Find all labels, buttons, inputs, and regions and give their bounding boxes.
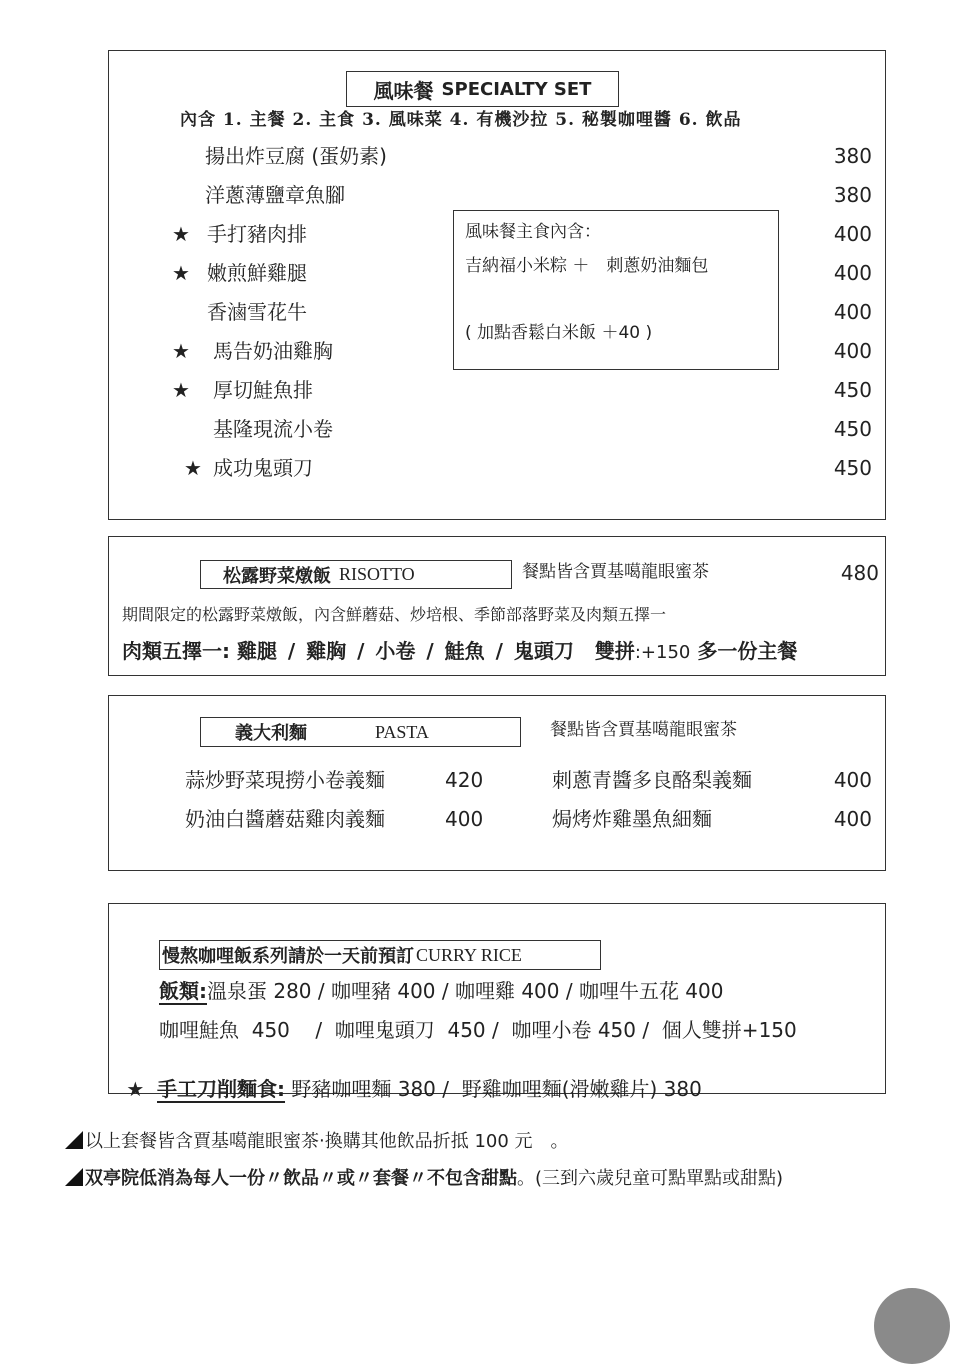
curry-rice-line2: 咖哩鮭魚 450 / 咖哩鬼頭刀 450 / 咖哩小卷 450 / 個人雙拼+150 (159, 1018, 797, 1042)
pasta-title-zh: 義大利麵 (235, 723, 307, 744)
curry-noodle-line: 野豬咖哩麵 380 / 野雞咖哩麵(滑嫩雞片) 380 (285, 1077, 702, 1101)
star-icon: ★ (172, 339, 190, 363)
footer-line2-bold: 双亭院低消為每人一份〃飲品〃或〃套餐〃不包含甜點 (85, 1168, 517, 1189)
specialty-includes: 內含 1. 主餐 2. 主食 3. 風味菜 4. 有機沙拉 5. 秘製咖哩醬 6. 飲品 (180, 110, 742, 130)
menu-item-name: 嫩煎鮮雞腿 (207, 261, 307, 285)
star-icon: ★ (172, 378, 190, 402)
curry-title-en: CURRY RICE (416, 944, 522, 965)
curry-rice-line1: 溫泉蛋 280 / 咖哩豬 400 / 咖哩雞 400 / 咖哩牛五花 400 (207, 979, 724, 1003)
pasta-title-en: PASTA (375, 721, 429, 742)
pasta-item-price: 400 (445, 807, 484, 831)
risotto-price: 480 (840, 561, 879, 585)
star-icon: ★ (172, 222, 190, 246)
footer-line1: 以上套餐皆含賈基噶龍眼蜜茶‧換購其他飲品折抵 100 元 。 (85, 1131, 569, 1152)
pasta-item-price: 400 (833, 768, 872, 792)
menu-item-price: 400 (833, 300, 872, 324)
star-icon: ★ (126, 1077, 145, 1101)
menu-item-name: 手打豬肉排 (207, 222, 307, 246)
specialty-title-en: SPECIALTY SET (441, 78, 592, 100)
risotto-title-zh: 松露野菜燉飯 (223, 565, 331, 587)
staple-line3: ( 加點香鬆白米飯 ＋40 ) (465, 323, 653, 343)
risotto-choice-label: 肉類五擇一: (122, 639, 230, 663)
footer-line2-rest: 。(三到六歲兒童可點單點或甜點) (517, 1168, 784, 1189)
triangle-bullet-icon (65, 1168, 83, 1186)
pasta-item-price: 400 (833, 807, 872, 831)
menu-item-name: 洋蔥薄鹽章魚腳 (205, 183, 345, 207)
risotto-note: 餐點皆含賈基噶龍眼蜜茶 (522, 562, 709, 582)
staple-line2: 吉納福小米粽 ＋ 刺蔥奶油麵包 (465, 256, 709, 276)
risotto-title-en: RISOTTO (339, 564, 415, 584)
menu-item-price: 400 (833, 222, 872, 246)
risotto-title (200, 560, 512, 589)
curry-noodle-label: 手工刀削麵食: (157, 1077, 286, 1101)
menu-item-price: 450 (833, 378, 872, 402)
menu-item-name: 揚出炸豆腐 (蛋奶素) (205, 144, 387, 168)
pasta-item-name: 奶油白醬蘑菇雞肉義麵 (185, 807, 385, 831)
menu-item-price: 450 (833, 417, 872, 441)
star-icon: ★ (172, 261, 190, 285)
risotto-double-label: 雙拼 (594, 639, 635, 663)
menu-item-name: 成功鬼頭刀 (213, 456, 313, 480)
menu-item-name: 厚切鮭魚排 (213, 378, 313, 402)
menu-item-name: 基隆現流小卷 (213, 417, 333, 441)
triangle-bullet-icon (65, 1131, 83, 1149)
pasta-item-name: 刺蔥青醬多良酪梨義麵 (552, 768, 752, 792)
risotto-choices: 雞腿 / 雞胸 / 小卷 / 鮭魚 / 鬼頭刀 (236, 639, 574, 663)
menu-item-name: 香滷雪花牛 (207, 300, 307, 324)
menu-item-price: 450 (833, 456, 872, 480)
pasta-item-name: 蒜炒野菜現撈小卷義麵 (185, 768, 385, 792)
staple-line1: 風味餐主食內含： (465, 222, 601, 242)
menu-item-price: 400 (833, 261, 872, 285)
specialty-title (346, 71, 619, 107)
pasta-title (200, 717, 521, 747)
menu-item-price: 380 (833, 183, 872, 207)
menu-item-price: 380 (833, 144, 872, 168)
pasta-note: 餐點皆含賈基噶龍眼蜜茶 (550, 720, 737, 740)
specialty-title-zh: 風味餐 (373, 78, 434, 103)
curry-rice-label: 飯類: (159, 979, 207, 1003)
risotto-desc: 期間限定的松露野菜燉飯，內含鮮蘑菇、炒培根、季節部落野菜及肉類五擇一 (122, 605, 667, 624)
pasta-item-name: 焗烤炸雞墨魚細麵 (552, 807, 712, 831)
pasta-item-price: 420 (445, 768, 484, 792)
star-icon: ★ (184, 456, 202, 480)
risotto-double-price: :+150 (634, 642, 691, 663)
curry-title (159, 940, 601, 970)
curry-title-zh: 慢熬咖哩飯系列請於一天前預訂 (162, 946, 414, 967)
menu-item-name: 馬告奶油雞胸 (213, 339, 333, 363)
menu-item-price: 400 (833, 339, 872, 363)
risotto-double-note: 多一份主餐 (697, 639, 798, 663)
scroll-to-top-button[interactable] (874, 1288, 950, 1364)
